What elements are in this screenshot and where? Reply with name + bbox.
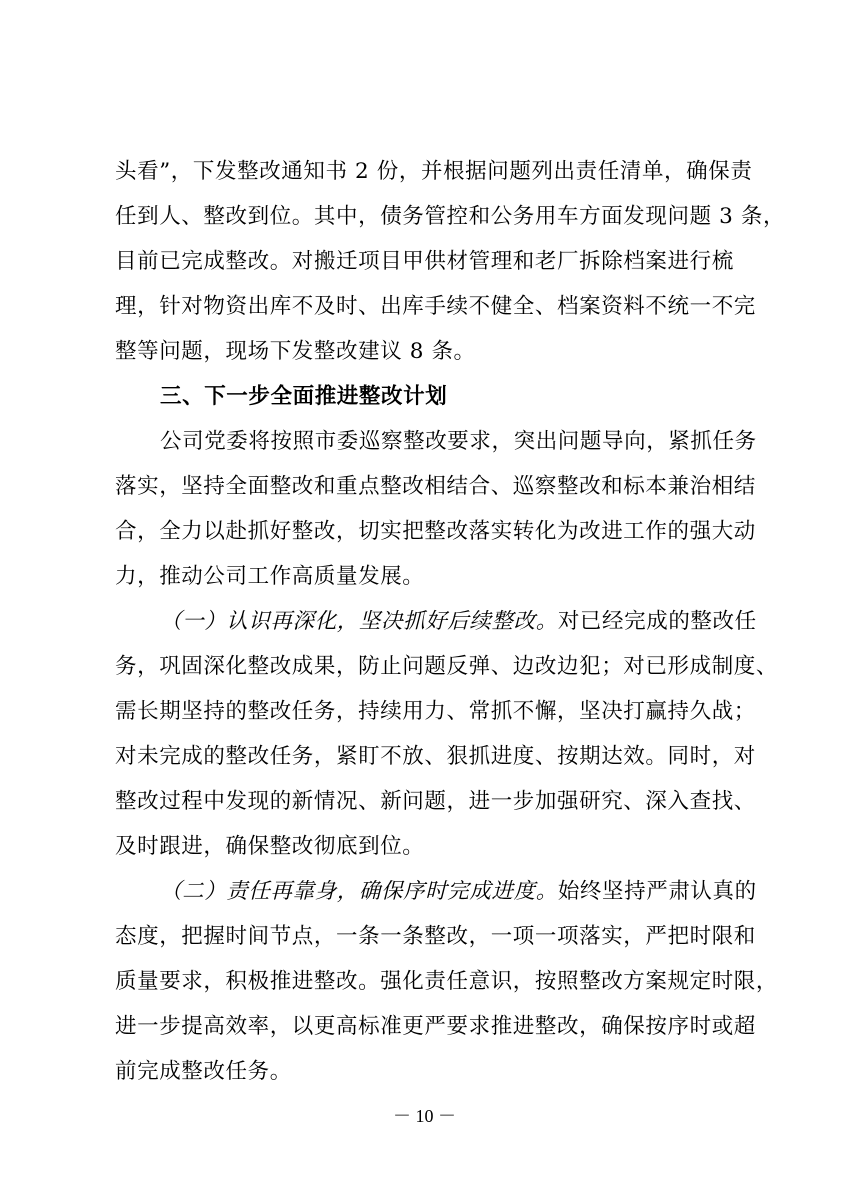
body-text-line: 进一步提高效率，以更高标准更严要求推进整改，确保按序时或超 xyxy=(115,1014,756,1039)
body-text-line: 理，针对物资出库不及时、出库手续不健全、档案资料不统一不完 xyxy=(115,294,756,319)
body-text-line: 务，巩固深化整改成果，防止问题反弹、边改边犯；对已形成制度、 xyxy=(115,654,779,679)
subsection-first-line xyxy=(160,877,757,907)
body-text-line: 及时跟进，确保整改彻底到位。 xyxy=(115,834,425,859)
body-text: 对已经完成的整改任 xyxy=(557,609,757,634)
body-text-line: 目前已完成整改。对搬迁项目甲供材管理和老厂拆除档案进行梳 xyxy=(115,249,734,274)
body-text-line: 落实，坚持全面整改和重点整改相结合、巡察整改和标本兼治相结 xyxy=(115,474,756,499)
body-text-line: 对未完成的整改任务，紧盯不放、狠抓进度、按期达效。同时，对 xyxy=(115,744,756,769)
body-text: 始终坚持严肃认真的 xyxy=(557,879,757,904)
body-text-line: 任到人、整改到位。其中，债务管控和公务用车方面发现问题 3 条， xyxy=(115,204,786,229)
body-text-line: 整等问题，现场下发整改建议 8 条。 xyxy=(115,339,476,364)
subsection-first-line xyxy=(160,607,757,637)
body-text-line: 态度，把握时间节点，一条一条整改，一项一项落实，严把时限和 xyxy=(115,924,756,949)
body-text-line: 需长期坚持的整改任务，持续用力、常抓不懈，坚决打赢持久战； xyxy=(115,699,756,724)
subsection-heading: （二）责任再靠身，确保序时完成进度。 xyxy=(160,879,558,904)
body-text-line: 合，全力以赴抓好整改，切实把整改落实转化为改进工作的强大动 xyxy=(115,519,756,544)
body-text-line: 质量要求，积极推进整改。强化责任意识，按照整改方案规定时限， xyxy=(115,969,779,994)
body-text-line: 前完成整改任务。 xyxy=(115,1059,292,1084)
body-text-line: 头看”，下发整改通知书 2 份，并根据问题列出责任清单，确保责 xyxy=(115,159,753,184)
page-number: － 10 － xyxy=(393,1106,456,1126)
section-heading: 三、下一步全面推进整改计划 xyxy=(160,384,448,409)
body-text-line: 整改过程中发现的新情况、新问题，进一步加强研究、深入查找、 xyxy=(115,789,756,814)
body-text-line: 力，推动公司工作高质量发展。 xyxy=(115,564,425,589)
subsection-heading: （一）认识再深化，坚决抓好后续整改。 xyxy=(160,609,558,634)
body-text-line: 公司党委将按照市委巡察整改要求，突出问题导向，紧抓任务 xyxy=(160,429,757,454)
